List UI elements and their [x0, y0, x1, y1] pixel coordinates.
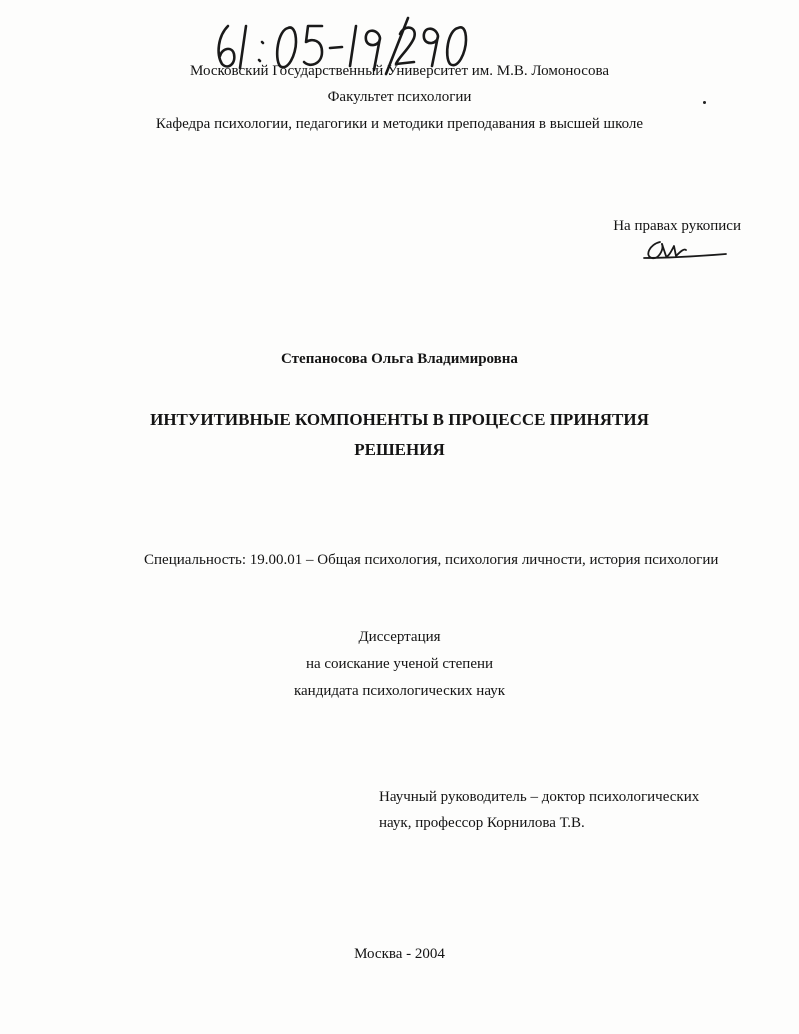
specialty-line: Специальность: 19.00.01 – Общая психология, психология личности, история психологии — [144, 552, 719, 568]
degree-purpose: на соискание ученой степени — [305, 656, 494, 672]
signature — [640, 236, 730, 266]
manuscript-rights-label: На правах рукописи — [613, 218, 741, 234]
degree-name: кандидата психологических наук — [293, 683, 506, 699]
city-year: Москва - 2004 — [354, 946, 445, 962]
thesis-title-line-1: ИНТУИТИВНЫЕ КОМПОНЕНТЫ В ПРОЦЕССЕ ПРИНЯТИЯ — [150, 410, 649, 429]
faculty-name: Факультет психологии — [327, 89, 472, 105]
department-name: Кафедра психологии, педагогики и методики преподавания в высшей школе — [155, 116, 644, 132]
dissertation-label: Диссертация — [358, 629, 441, 645]
university-name: Московский Государственный Университет им. М.В. Ломоносова — [189, 63, 609, 79]
supervisor-line-2: наук, профессор Корнилова Т.В. — [379, 815, 585, 831]
thesis-title-line-2: РЕШЕНИЯ — [354, 440, 445, 459]
supervisor-line-1: Научный руководитель – доктор психологических — [379, 789, 700, 805]
author-name: Степаносова Ольга Владимировна — [281, 351, 518, 367]
scan-speck — [703, 101, 706, 104]
